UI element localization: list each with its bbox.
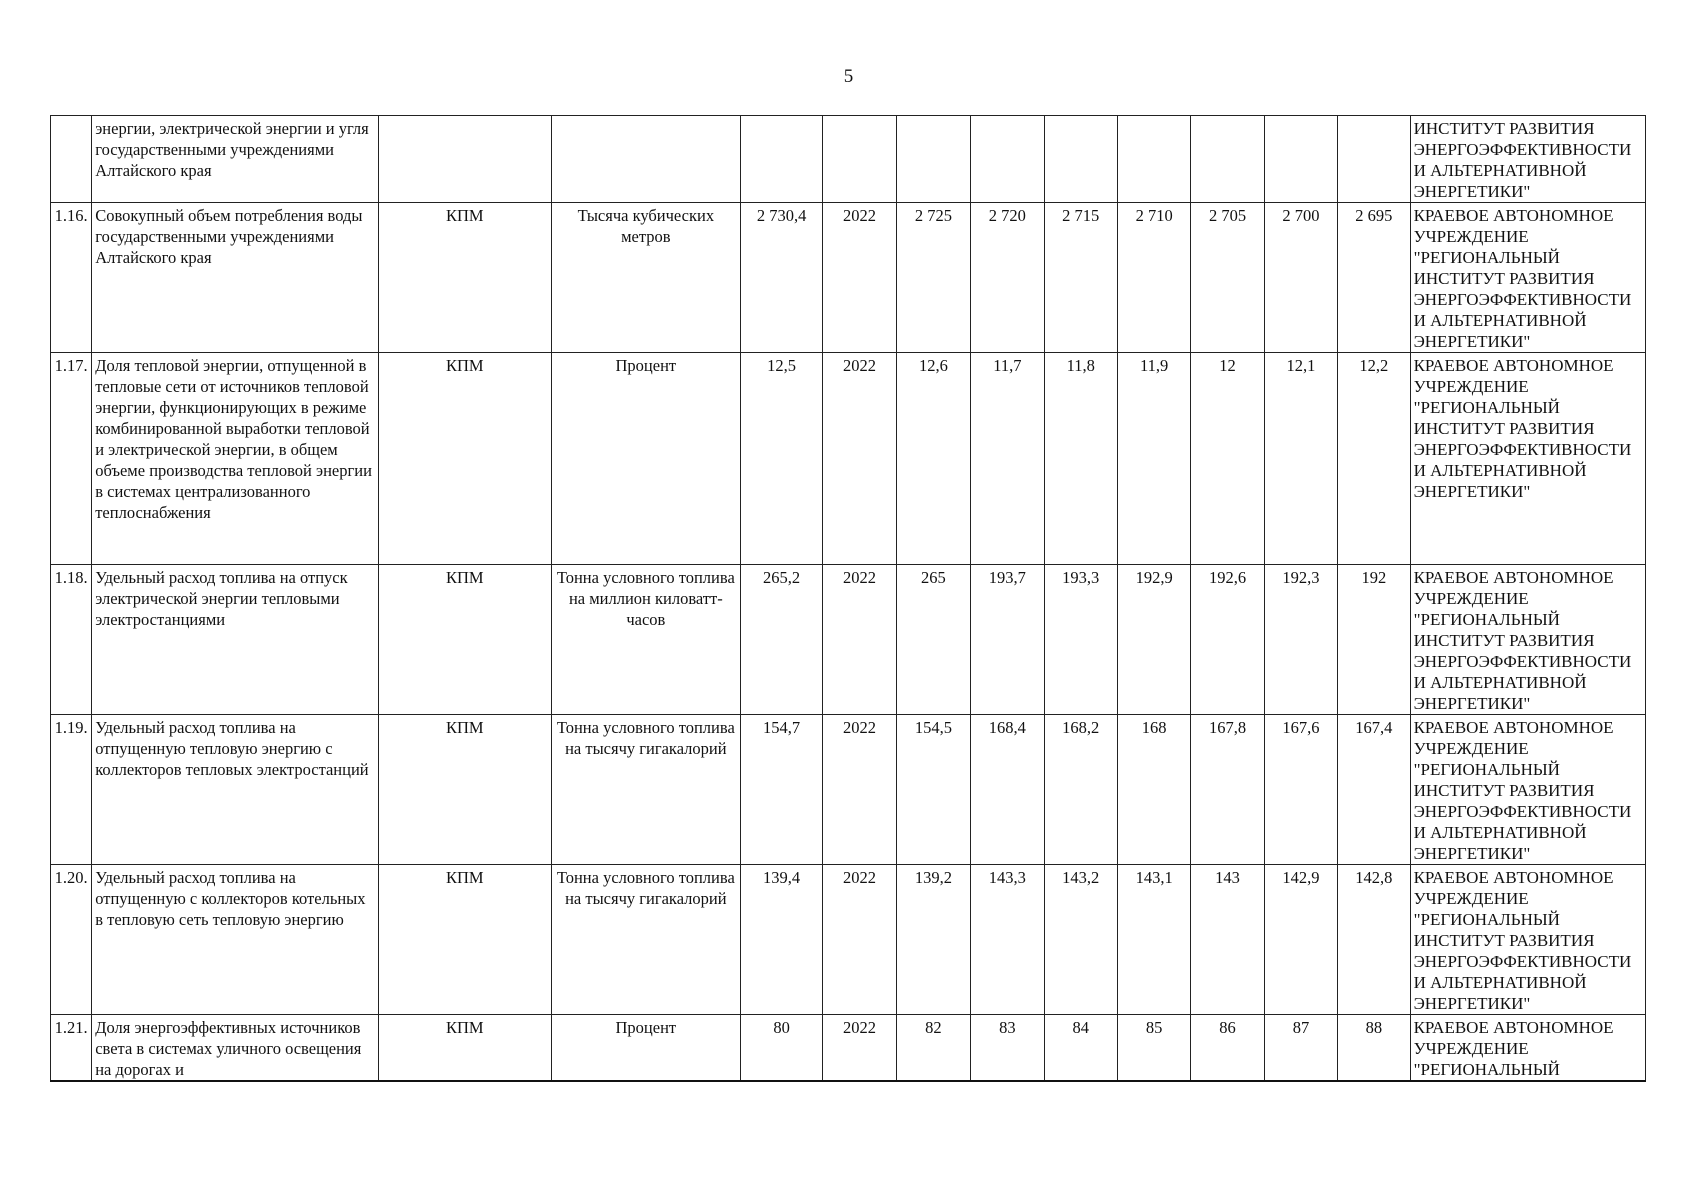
value-cell (1044, 116, 1117, 203)
value-cell: 2 730,4 (740, 203, 822, 353)
value-cell: 168,2 (1044, 715, 1117, 865)
indicator-name-cell: Совокупный объем потребления воды государственными учреждениями Алтайского края (92, 203, 379, 353)
unit-cell (551, 116, 740, 203)
org-line: ЭНЕРГЕТИКИ" (1413, 844, 1531, 863)
value-cell: 143,1 (1117, 865, 1190, 1015)
org-line: ИНСТИТУТ РАЗВИТИЯ (1413, 781, 1595, 800)
value-cell: 85 (1117, 1015, 1190, 1082)
value-cell: 154,5 (896, 715, 970, 865)
indicator-name-cell: Удельный расход топлива на отпуск электрической энергии тепловыми электростанциями (92, 565, 379, 715)
org-line: ЭНЕРГОЭФФЕКТИВНОСТИ (1413, 802, 1632, 821)
value-cell: 193,7 (971, 565, 1044, 715)
unit-cell: Тонна условного топлива на миллион киловатт-часов (551, 565, 740, 715)
unit-cell: Тысяча кубических метров (551, 203, 740, 353)
org-line: ИНСТИТУТ РАЗВИТИЯ (1413, 119, 1595, 138)
org-line: УЧРЕЖДЕНИЕ (1413, 889, 1529, 908)
value-cell: 154,7 (740, 715, 822, 865)
value-cell: 192,3 (1264, 565, 1337, 715)
base-year-cell: 2022 (823, 565, 896, 715)
value-cell: 11,8 (1044, 353, 1117, 565)
value-cell: 139,2 (896, 865, 970, 1015)
responsible-org-cell (1410, 1015, 1645, 1082)
value-cell: 192,6 (1191, 565, 1264, 715)
base-year-cell: 2022 (823, 865, 896, 1015)
value-cell: 86 (1191, 1015, 1264, 1082)
page-number: 5 (843, 66, 854, 87)
org-line: "РЕГИОНАЛЬНЫЙ (1413, 910, 1560, 929)
indicator-type-cell: КПМ (378, 1015, 551, 1082)
org-line: ЭНЕРГЕТИКИ" (1413, 332, 1531, 351)
table-row (51, 565, 1646, 715)
indicator-type-cell: КПМ (378, 715, 551, 865)
unit-cell: Тонна условного топлива на тысячу гигакалорий (551, 715, 740, 865)
value-cell (1338, 116, 1410, 203)
org-line: ИНСТИТУТ РАЗВИТИЯ (1413, 931, 1595, 950)
value-cell: 84 (1044, 1015, 1117, 1082)
org-line: И АЛЬТЕРНАТИВНОЙ (1413, 461, 1587, 480)
indicator-type-cell: КПМ (378, 865, 551, 1015)
org-line: КРАЕВОЕ АВТОНОМНОЕ (1413, 568, 1614, 587)
indicator-name-cell: Доля энергоэффективных источников света в системах уличного освещения на дорогах и (92, 1015, 379, 1082)
value-cell: 12,5 (740, 353, 822, 565)
responsible-org-cell (1410, 116, 1645, 203)
org-line: КРАЕВОЕ АВТОНОМНОЕ (1413, 356, 1614, 375)
org-line: ЭНЕРГОЭФФЕКТИВНОСТИ (1413, 952, 1632, 971)
org-line: ЭНЕРГЕТИКИ" (1413, 182, 1531, 201)
value-cell: 11,9 (1117, 353, 1190, 565)
org-line: ИНСТИТУТ РАЗВИТИЯ (1413, 631, 1595, 650)
value-cell (1264, 116, 1337, 203)
value-cell: 2 715 (1044, 203, 1117, 353)
value-cell: 2 700 (1264, 203, 1337, 353)
org-line: ЭНЕРГЕТИКИ" (1413, 482, 1531, 501)
indicator-name-cell: Удельный расход топлива на отпущенную тепловую энергию с коллекторов тепловых электростанций (92, 715, 379, 865)
row-number-cell: 1.21. (51, 1015, 92, 1082)
indicator-type-cell: КПМ (378, 353, 551, 565)
org-line: ЭНЕРГЕТИКИ" (1413, 994, 1531, 1013)
value-cell: 12,2 (1338, 353, 1410, 565)
value-cell: 142,8 (1338, 865, 1410, 1015)
org-line: ЭНЕРГОЭФФЕКТИВНОСТИ (1413, 652, 1632, 671)
value-cell (896, 116, 970, 203)
value-cell: 82 (896, 1015, 970, 1082)
value-cell: 265 (896, 565, 970, 715)
base-year-cell: 2022 (823, 715, 896, 865)
row-number-cell: 1.18. (51, 565, 92, 715)
value-cell: 2 710 (1117, 203, 1190, 353)
value-cell: 2 725 (896, 203, 970, 353)
org-line: И АЛЬТЕРНАТИВНОЙ (1413, 673, 1587, 692)
row-number-cell: 1.20. (51, 865, 92, 1015)
org-line: КРАЕВОЕ АВТОНОМНОЕ (1413, 1018, 1614, 1037)
value-cell: 167,8 (1191, 715, 1264, 865)
value-cell: 11,7 (971, 353, 1044, 565)
base-year-cell: 2022 (823, 203, 896, 353)
value-cell: 167,6 (1264, 715, 1337, 865)
value-cell: 80 (740, 1015, 822, 1082)
org-line: ЭНЕРГОЭФФЕКТИВНОСТИ (1413, 140, 1632, 159)
unit-cell: Тонна условного топлива на тысячу гигакалорий (551, 865, 740, 1015)
org-line: "РЕГИОНАЛЬНЫЙ (1413, 610, 1560, 629)
responsible-org-cell (1410, 715, 1645, 865)
indicator-type-cell (378, 116, 551, 203)
org-line: ЭНЕРГЕТИКИ" (1413, 694, 1531, 713)
org-line: ИНСТИТУТ РАЗВИТИЯ (1413, 269, 1595, 288)
value-cell (1191, 116, 1264, 203)
table-row (51, 715, 1646, 865)
unit-cell: Процент (551, 353, 740, 565)
value-cell: 2 705 (1191, 203, 1264, 353)
value-cell: 168 (1117, 715, 1190, 865)
table-row (51, 1015, 1646, 1082)
org-line: КРАЕВОЕ АВТОНОМНОЕ (1413, 868, 1614, 887)
org-line: "РЕГИОНАЛЬНЫЙ (1413, 1060, 1560, 1079)
table-row (51, 353, 1646, 565)
value-cell: 87 (1264, 1015, 1337, 1082)
org-line: И АЛЬТЕРНАТИВНОЙ (1413, 161, 1587, 180)
org-line: КРАЕВОЕ АВТОНОМНОЕ (1413, 718, 1614, 737)
unit-cell: Процент (551, 1015, 740, 1082)
responsible-org-cell (1410, 565, 1645, 715)
org-line: ЭНЕРГОЭФФЕКТИВНОСТИ (1413, 440, 1632, 459)
value-cell: 88 (1338, 1015, 1410, 1082)
value-cell: 12 (1191, 353, 1264, 565)
table-row (51, 865, 1646, 1015)
value-cell (740, 116, 822, 203)
value-cell: 139,4 (740, 865, 822, 1015)
indicator-type-cell: КПМ (378, 565, 551, 715)
value-cell (1117, 116, 1190, 203)
value-cell: 192 (1338, 565, 1410, 715)
responsible-org-cell (1410, 353, 1645, 565)
org-line: И АЛЬТЕРНАТИВНОЙ (1413, 311, 1587, 330)
org-line: ИНСТИТУТ РАЗВИТИЯ (1413, 419, 1595, 438)
value-cell: 2 720 (971, 203, 1044, 353)
org-line: УЧРЕЖДЕНИЕ (1413, 377, 1529, 396)
value-cell: 168,4 (971, 715, 1044, 865)
value-cell: 192,9 (1117, 565, 1190, 715)
base-year-cell: 2022 (823, 1015, 896, 1082)
org-line: УЧРЕЖДЕНИЕ (1413, 739, 1529, 758)
indicator-name-cell: Удельный расход топлива на отпущенную с коллекторов котельных в тепловую сеть тепловую энергию (92, 865, 379, 1015)
value-cell: 143,3 (971, 865, 1044, 1015)
org-line: ЭНЕРГОЭФФЕКТИВНОСТИ (1413, 290, 1632, 309)
value-cell: 2 695 (1338, 203, 1410, 353)
org-line: УЧРЕЖДЕНИЕ (1413, 1039, 1529, 1058)
value-cell: 142,9 (1264, 865, 1337, 1015)
value-cell: 167,4 (1338, 715, 1410, 865)
value-cell: 83 (971, 1015, 1044, 1082)
row-number-cell: 1.19. (51, 715, 92, 865)
org-line: "РЕГИОНАЛЬНЫЙ (1413, 760, 1560, 779)
value-cell: 12,1 (1264, 353, 1337, 565)
org-line: "РЕГИОНАЛЬНЫЙ (1413, 398, 1560, 417)
indicator-name-cell: энергии, электрической энергии и угля государственными учреждениями Алтайского края (92, 116, 379, 203)
row-number-cell: 1.17. (51, 353, 92, 565)
base-year-cell: 2022 (823, 353, 896, 565)
row-number-cell (51, 116, 92, 203)
responsible-org-cell (1410, 865, 1645, 1015)
org-line: И АЛЬТЕРНАТИВНОЙ (1413, 973, 1587, 992)
responsible-org-cell (1410, 203, 1645, 353)
org-line: "РЕГИОНАЛЬНЫЙ (1413, 248, 1560, 267)
indicator-name-cell: Доля тепловой энергии, отпущенной в тепловые сети от источников тепловой энергии, функционирующих в режиме комбинированной выработки тепловой и электрической энергии, в общем объеме производства тепловой энергии в системах централизованного теплоснабжения (92, 353, 379, 565)
value-cell: 12,6 (896, 353, 970, 565)
row-number-cell: 1.16. (51, 203, 92, 353)
base-year-cell (823, 116, 896, 203)
org-line: УЧРЕЖДЕНИЕ (1413, 227, 1529, 246)
value-cell: 143 (1191, 865, 1264, 1015)
value-cell (971, 116, 1044, 203)
table-row (51, 203, 1646, 353)
value-cell: 193,3 (1044, 565, 1117, 715)
org-line: И АЛЬТЕРНАТИВНОЙ (1413, 823, 1587, 842)
indicators-table (50, 115, 1646, 1082)
indicator-type-cell: КПМ (378, 203, 551, 353)
org-line: КРАЕВОЕ АВТОНОМНОЕ (1413, 206, 1614, 225)
value-cell: 143,2 (1044, 865, 1117, 1015)
org-line: УЧРЕЖДЕНИЕ (1413, 589, 1529, 608)
table-row (51, 116, 1646, 203)
value-cell: 265,2 (740, 565, 822, 715)
